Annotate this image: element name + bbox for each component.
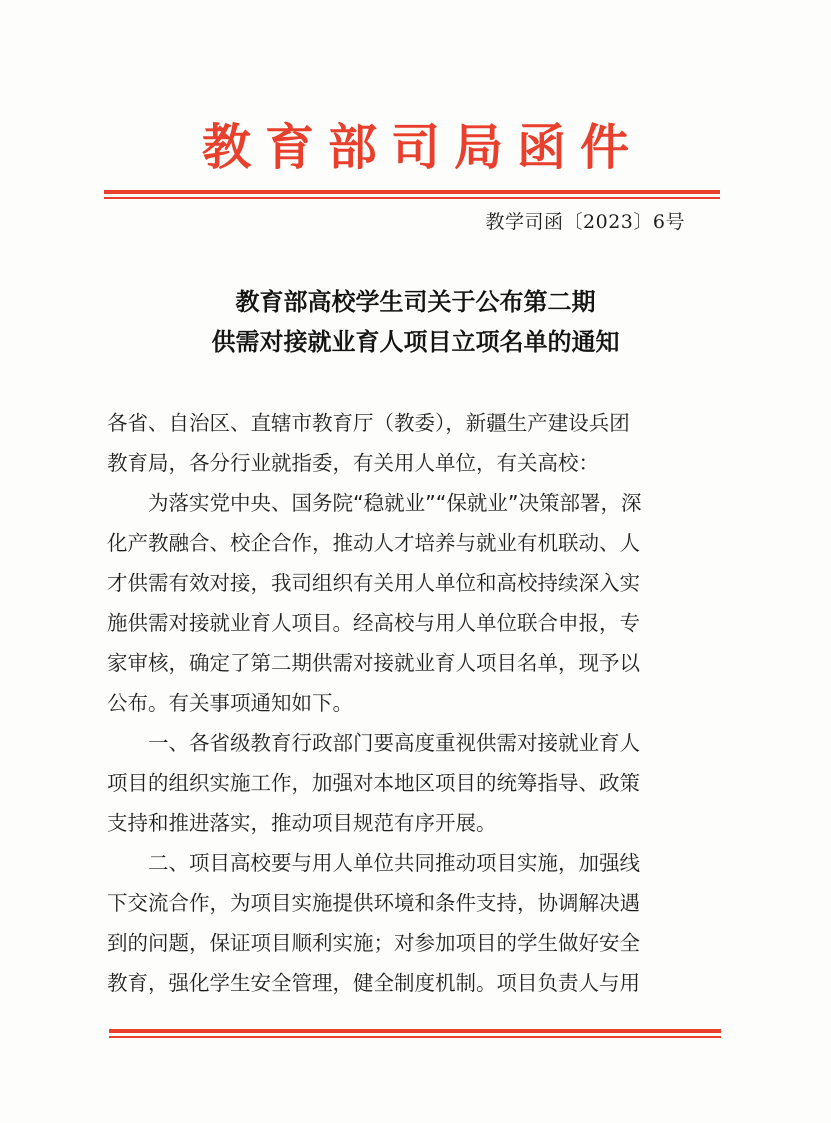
body-line: 才供需有效对接，我司组织有关用人单位和高校持续深入实 [107, 571, 640, 595]
body-line: 各省、自治区、直辖市教育厅（教委），新疆生产建设兵团 [107, 411, 630, 435]
body-line: 化产教融合、校企合作，推动人才培养与就业有机联动、人 [107, 531, 640, 555]
document-body [107, 403, 732, 1003]
body-line: 公布。有关事项通知如下。 [107, 691, 353, 715]
body-line: 到的问题，保证项目顺利实施；对参加项目的学生做好安全 [107, 931, 640, 955]
body-line: 一、各省级教育行政部门要高度重视供需对接就业育人 [107, 731, 640, 755]
body-line: 支持和推进落实，推动项目规范有序开展。 [107, 811, 497, 835]
letterhead-title: 教育部司局函件 [201, 118, 643, 176]
body-line: 教育局，各分行业就指委，有关用人单位，有关高校： [107, 451, 599, 475]
body-line: 下交流合作，为项目实施提供环境和条件支持，协调解决遇 [107, 891, 640, 915]
body-line: 施供需对接就业育人项目。经高校与用人单位联合申报，专 [107, 611, 640, 635]
body-line: 教育，强化学生安全管理，健全制度机制。项目负责人与用 [107, 971, 640, 995]
letterhead-rule-top [104, 190, 720, 199]
document-title [0, 282, 831, 362]
body-line: 项目的组织实施工作，加强对本地区项目的统筹指导、政策 [107, 771, 640, 795]
body-line: 为落实党中央、国务院“稳就业”“保就业”决策部署，深 [107, 491, 642, 515]
body-line: 二、项目高校要与用人单位共同推动项目实施，加强线 [107, 851, 640, 875]
document-number: 教学司函〔2023〕6号 [485, 211, 685, 233]
footer-rule [109, 1029, 721, 1038]
title-line: 供需对接就业育人项目立项名单的通知 [211, 327, 620, 356]
body-line: 家审核，确定了第二期供需对接就业育人项目名单，现予以 [107, 651, 640, 675]
title-line: 教育部高校学生司关于公布第二期 [235, 287, 596, 316]
